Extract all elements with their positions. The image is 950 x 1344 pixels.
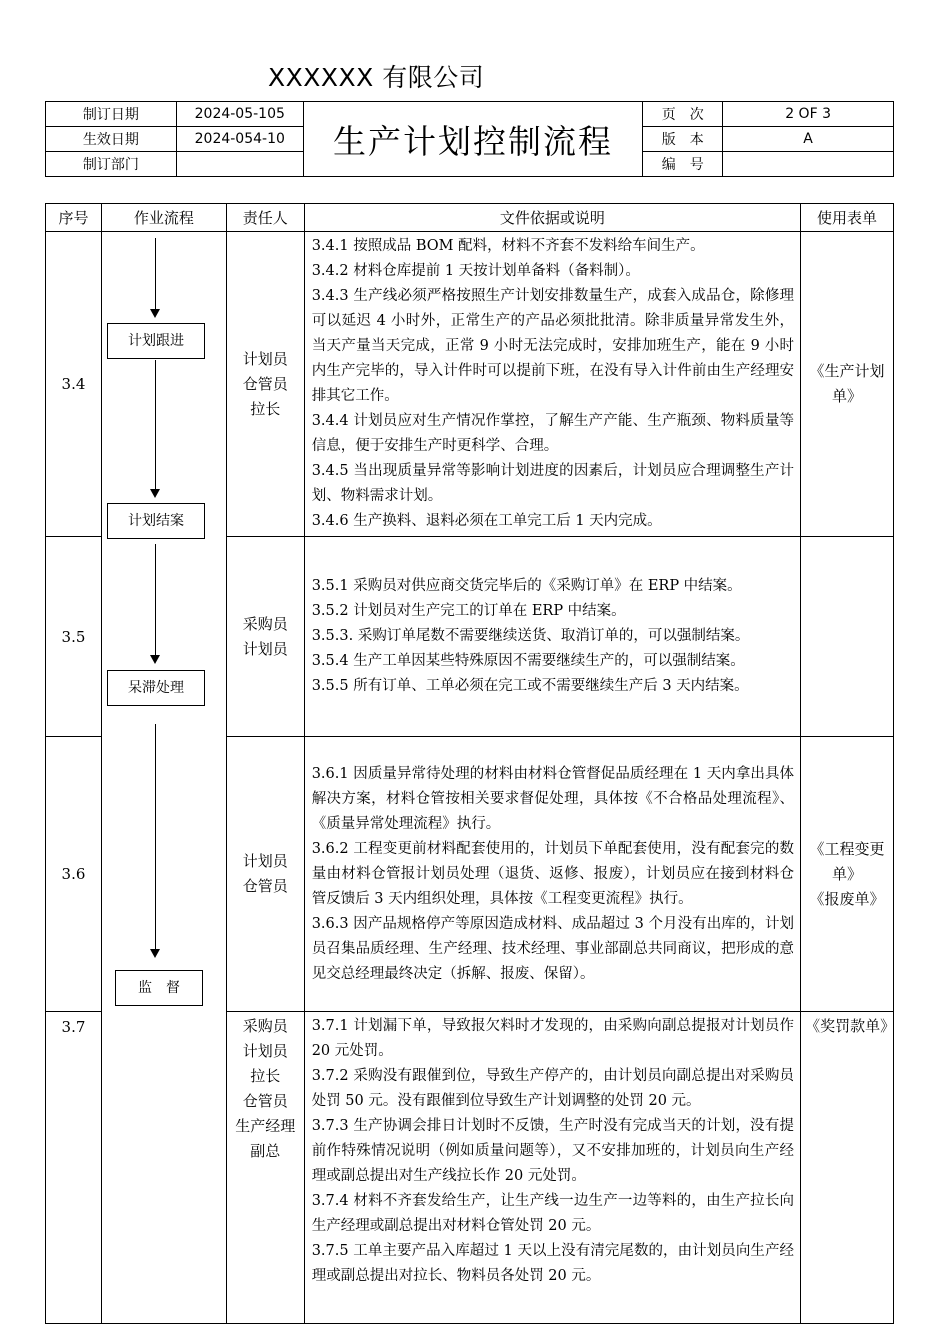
form-name: 《生产计划单》: [809, 362, 885, 405]
table-header-row: [46, 204, 894, 232]
description-item: 3.7.3 生产协调会排日计划时不反馈，生产时没有完成当天的计划，没有提前作特殊情况说明（例如质量问题等），又不安排加班的，计划员向生产经理或副总提出对生产线拉长作 20 元处罚。: [311, 1118, 795, 1184]
description-item: 3.4.4 计划员应对生产情况作掌控，了解生产产能、生产瓶颈、物料质量等信息，便于安排生产时更科学、合理。: [311, 413, 795, 454]
description-item: 3.7.4 材料不齐套发给生产，让生产线一边生产一边等料的，由生产拉长向生产经理或副总提出对材料仓管处罚 20 元。: [311, 1193, 795, 1234]
header-label: 页 次: [643, 102, 723, 127]
description-cell: [304, 537, 800, 737]
description-item: 3.6.2 工程变更前材料配套使用的，计划员下单配套使用，没有配套完的数量由材料仓管报计划员处理（退货、返修、报废），计划员应在接到材料仓管反馈后 3 天内组织处理，具体按《工程变更流程》执行。: [311, 840, 795, 907]
header-value: A: [723, 127, 894, 152]
description-cell: [304, 1012, 800, 1324]
description-item: 3.5.3. 采购订单尾数不需要继续送货、取消订单的，可以强制结案。: [311, 628, 750, 644]
form-name: 《报废单》: [809, 889, 885, 908]
responsible-cell: [226, 1012, 304, 1324]
responsible-cell: [226, 232, 304, 537]
header-value: 2024-05-105: [176, 102, 303, 127]
description-item: 3.7.2 采购没有跟催到位，导致生产停产的，由计划员向副总提出对采购员处罚 50 元。没有跟催到位导致生产计划调整的处罚 20 元。: [311, 1068, 795, 1109]
form-cell: [801, 232, 894, 537]
header-label: 生效日期: [46, 127, 177, 152]
responsible-role: 仓管员: [242, 374, 288, 393]
flow-step-slow-moving: 呆滞处理: [107, 670, 205, 706]
responsible-role: 生产经理: [235, 1117, 296, 1135]
description-item: 3.5.2 计划员对生产完工的订单在 ERP 中结案。: [311, 603, 626, 619]
flow-step-supervise: 监 督: [115, 970, 203, 1006]
responsible-role: 仓管员: [242, 1092, 288, 1110]
row-number: 3.5: [46, 537, 102, 737]
form-name: 《工程变更单》: [809, 839, 885, 883]
column-header: 序号: [46, 204, 102, 232]
flow-step-plan-followup: 计划跟进: [107, 323, 205, 359]
row-number: 3.6: [46, 737, 102, 1012]
row-number: 3.7: [46, 1012, 102, 1324]
description-item: 3.7.1 计划漏下单，导致报欠料时才发现的，由采购向副总提报对计划员作 20 元处罚。: [311, 1018, 795, 1059]
table-row: [46, 232, 894, 537]
responsible-role: 计划员: [242, 349, 288, 368]
responsible-role: 拉长: [250, 399, 281, 418]
header-value: [723, 152, 894, 177]
responsible-role: 计划员: [242, 852, 288, 870]
document-title: 生产计划控制流程: [303, 102, 643, 177]
form-cell: [801, 737, 894, 1012]
header-label: 制订部门: [46, 152, 177, 177]
description-item: 3.4.5 当出现质量异常等影响计划进度的因素后，计划员应合理调整生产计划、物料需求计划。: [311, 463, 795, 504]
responsible-role: 副总: [250, 1142, 281, 1160]
document-header: [45, 101, 894, 177]
flow-step-plan-closeout: 计划结案: [107, 503, 205, 539]
responsible-role: 仓管员: [242, 877, 288, 895]
company-name: XXXXXX 有限公司: [268, 63, 485, 92]
description-item: 3.4.3 生产线必须严格按照生产计划安排数量生产，成套入成品仓，除修理可以延迟 4 小时外，正常生产的产品必须批批清。除非质量异常发生外，当天产量当天完成，正常 9 小时无法完成时，安排加班生产，能在 9 小时内生产完毕的，导入计件时可以提前下班，在没有导入计件前由生产经理安排其它工作。: [311, 288, 795, 404]
header-label: 版 本: [643, 127, 723, 152]
responsible-cell: [226, 737, 304, 1012]
description-item: 3.6.3 因产品规格停产等原因造成材料、成品超过 3 个月没有出库的，计划员召集品质经理、生产经理、技术经理、事业部副总共同商议，把形成的意见交总经理最终决定（拆解、报废、保留）。: [311, 915, 795, 982]
responsible-cell: [226, 537, 304, 737]
column-header: 责任人: [226, 204, 304, 232]
column-header: 文件依据或说明: [304, 204, 800, 232]
process-table: [45, 203, 894, 1324]
header-value: [176, 152, 303, 177]
description-item: 3.4.2 材料仓库提前 1 天按计划单备料（备料制）。: [311, 263, 640, 279]
header-label: 编 号: [643, 152, 723, 177]
responsible-role: 拉长: [250, 1067, 281, 1085]
description-item: 3.4.6 生产换料、退料必须在工单完工后 1 天内完成。: [311, 513, 662, 529]
row-number: 3.4: [46, 232, 102, 537]
responsible-role: 采购员: [242, 614, 288, 633]
description-item: 3.5.5 所有订单、工单必须在完工或不需要继续生产后 3 天内结案。: [311, 678, 749, 694]
responsible-role: 计划员: [242, 1042, 288, 1060]
form-cell: [801, 1012, 894, 1324]
description-cell: [304, 737, 800, 1012]
responsible-role: 采购员: [242, 1017, 288, 1035]
responsible-role: 计划员: [242, 639, 288, 658]
description-cell: [304, 232, 800, 537]
description-item: 3.4.1 按照成品 BOM 配料，材料不齐套不发料给车间生产。: [311, 238, 705, 254]
column-header: 作业流程: [101, 204, 226, 232]
description-item: 3.5.1 采购员对供应商交货完毕后的《采购订单》在 ERP 中结案。: [311, 578, 742, 594]
form-cell: [801, 537, 894, 737]
description-item: 3.5.4 生产工单因某些特殊原因不需要继续生产的，可以强制结案。: [311, 653, 745, 669]
column-header: 使用表单: [801, 204, 894, 232]
description-item: 3.6.1 因质量异常待处理的材料由材料仓管督促品质经理在 1 天内拿出具体解决方案，材料仓管按相关要求督促处理，具体按《不合格品处理流程》、《质量异常处理流程》执行。: [311, 765, 795, 832]
description-item: 3.7.5 工单主要产品入库超过 1 天以上没有清完尾数的，由计划员向生产经理或副总提出对拉长、物料员各处罚 20 元。: [311, 1243, 795, 1284]
header-value: 2 OF 3: [723, 102, 894, 127]
flow-cell: [101, 232, 226, 1324]
header-label: 制订日期: [46, 102, 177, 127]
header-value: 2024-054-10: [176, 127, 303, 152]
form-name: 《奖罚款单》: [805, 1017, 896, 1035]
